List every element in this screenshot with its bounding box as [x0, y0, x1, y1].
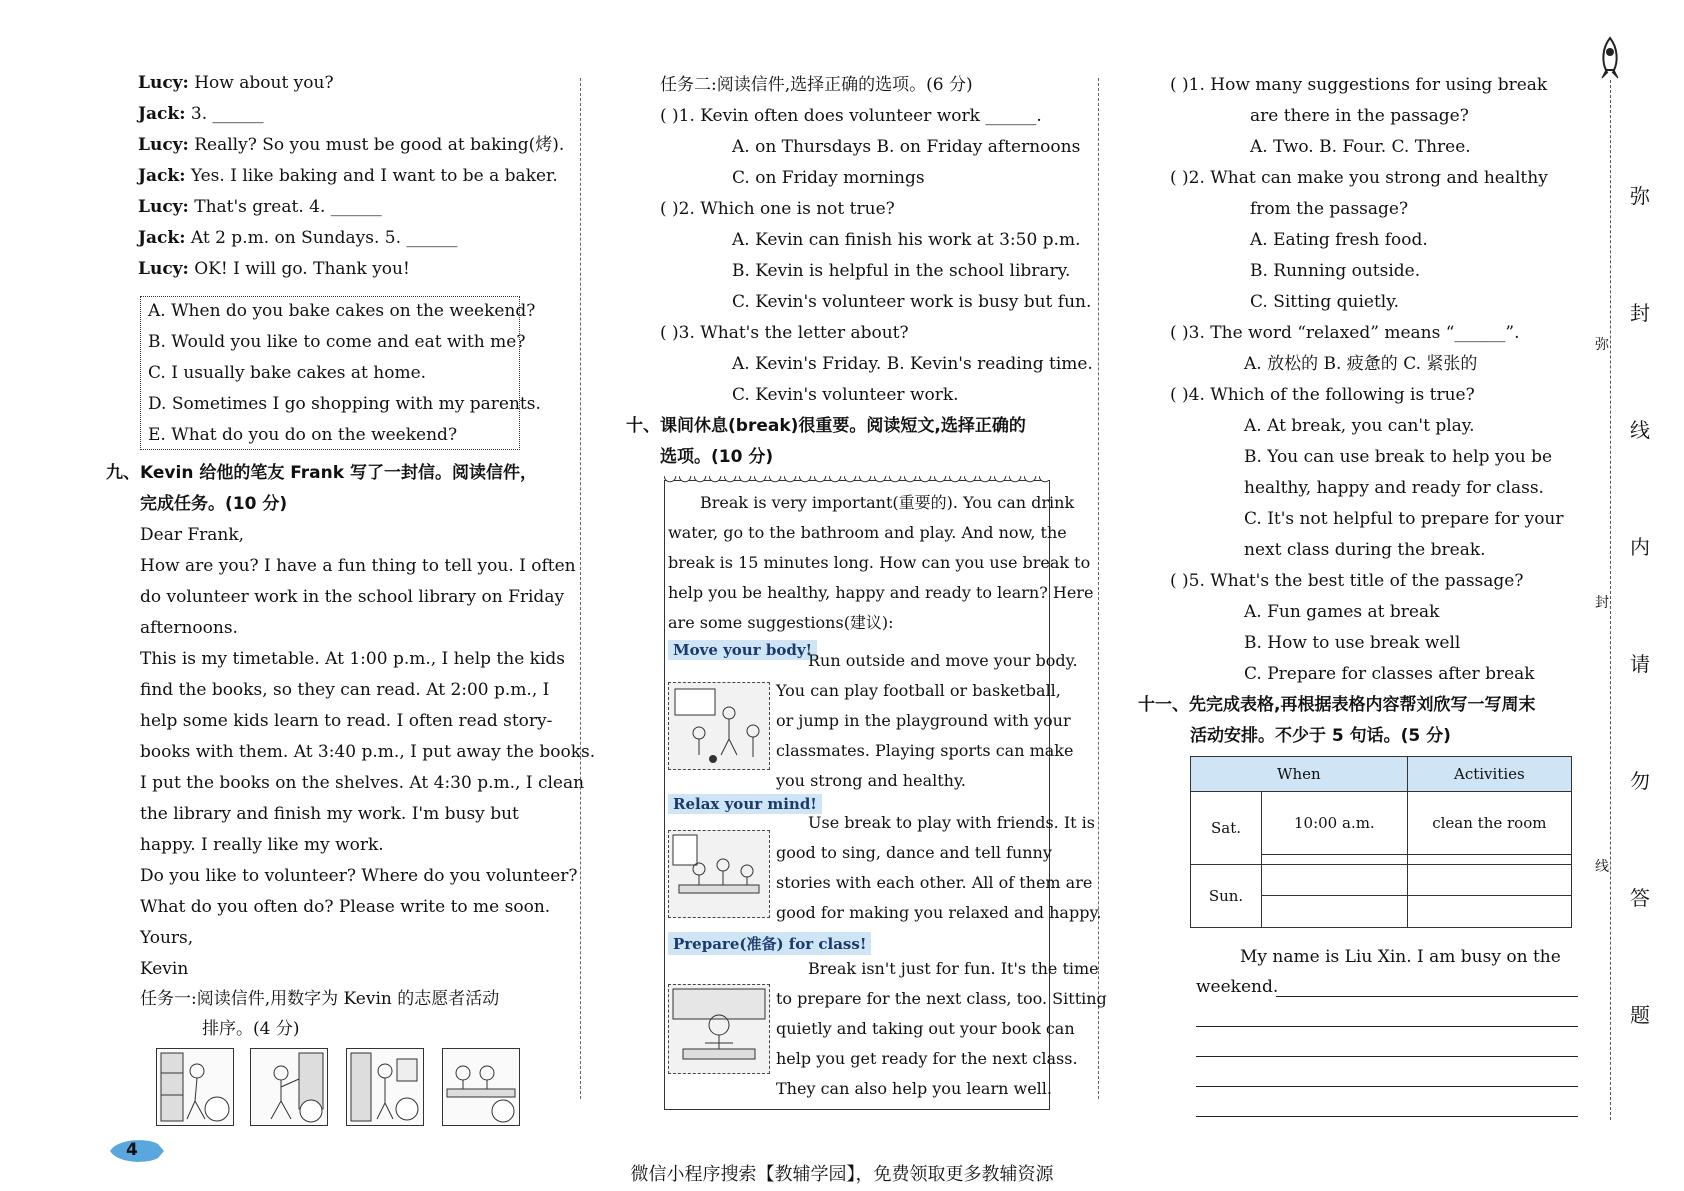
time-cell: 10:00 a.m.	[1262, 792, 1408, 855]
dialog-line: Lucy: Really? So you must be good at baking(烤).	[138, 135, 565, 155]
option: B. Would you like to come and eat with me?	[148, 332, 526, 352]
question-stem: ( )2. Which one is not true?	[660, 199, 895, 219]
seal-char: 内	[1630, 535, 1650, 559]
seal-char: 请	[1630, 652, 1650, 676]
dialog-line: Jack: At 2 p.m. on Sundays. 5. ______	[138, 228, 458, 248]
tag-prepare-class: Prepare(准备) for class!	[668, 932, 871, 955]
letter-line: Kevin	[140, 959, 189, 979]
option: E. What do you do on the weekend?	[148, 425, 458, 445]
writing-line[interactable]	[1196, 1056, 1578, 1057]
day-saturday: Sat.	[1191, 792, 1262, 865]
writing-prompt: My name is Liu Xin. I am busy on the	[1240, 947, 1561, 967]
writing-prompt-cont: weekend.	[1196, 977, 1279, 997]
column-divider	[1098, 78, 1099, 1099]
passage-line: They can also help you learn well.	[776, 1079, 1052, 1098]
question-option: C. Kevin's volunteer work.	[732, 385, 959, 405]
seal-small-char: 弥	[1595, 334, 1609, 354]
column-divider	[580, 78, 581, 1099]
letter-line: happy. I really like my work.	[140, 835, 384, 855]
playground-picture	[668, 682, 770, 770]
option: A. When do you bake cakes on the weekend?	[148, 301, 536, 321]
question-stem-cont: from the passage?	[1250, 199, 1409, 219]
letter-line: Do you like to volunteer? Where do you volunteer?	[140, 866, 578, 886]
footer-text: 微信小程序搜索【教辅学园】，免费领取更多教辅资源	[630, 1164, 1054, 1185]
passage-line: or jump in the playground with your	[776, 711, 1071, 730]
letter-line: the library and finish my work. I'm busy but	[140, 804, 519, 824]
passage-line: you strong and healthy.	[776, 771, 966, 790]
option: C. I usually bake cakes at home.	[148, 363, 427, 383]
question-option: A. on Thursdays B. on Friday afternoons	[732, 137, 1081, 157]
letter-line: What do you often do? Please write to me soon.	[140, 897, 551, 917]
passage-line: are some suggestions(建议):	[668, 613, 894, 632]
passage-line: Break is very important(重要的). You can drink	[700, 493, 1075, 512]
writing-line[interactable]	[1196, 1026, 1578, 1027]
task-2-title: 任务二:阅读信件,选择正确的选项。(6 分)	[660, 75, 973, 95]
activity-cell-blank[interactable]	[1407, 896, 1571, 928]
task-1-title-cont: 排序。(4 分)	[202, 1019, 300, 1039]
question-stem: ( )5. What's the best title of the passage?	[1170, 571, 1524, 591]
section-11-title-cont: 活动安排。不少于 5 句话。(5 分)	[1190, 726, 1451, 746]
question-option: C. Sitting quietly.	[1250, 292, 1399, 312]
classroom-friends-picture	[668, 830, 770, 918]
writing-line[interactable]	[1196, 1086, 1578, 1087]
passage-line: to prepare for the next class, too. Sitting	[776, 989, 1107, 1008]
question-option: A. Kevin can finish his work at 3:50 p.m.	[732, 230, 1081, 250]
question-option: A. At break, you can't play.	[1244, 416, 1475, 436]
activity-picture-2	[250, 1048, 328, 1126]
activity-picture-3	[346, 1048, 424, 1126]
dialog-line: Lucy: OK! I will go. Thank you!	[138, 259, 410, 279]
student-desk-picture	[668, 984, 770, 1074]
passage-line: classmates. Playing sports can make	[776, 741, 1074, 760]
time-cell-blank[interactable]	[1262, 855, 1408, 864]
passage-line: help you be healthy, happy and ready to learn? Here	[668, 583, 1094, 602]
seal-char: 线	[1630, 418, 1650, 442]
dialog-line: Jack: 3. ______	[138, 104, 264, 124]
letter-line: This is my timetable. At 1:00 p.m., I help the kids	[140, 649, 565, 669]
section-11-title: 十一、先完成表格,再根据表格内容帮刘欣写一写周末	[1138, 695, 1536, 715]
weekend-activity-table	[1190, 756, 1572, 928]
dialog-line: Lucy: How about you?	[138, 73, 334, 93]
question-option: healthy, happy and ready for class.	[1244, 478, 1544, 498]
passage-line: help you get ready for the next class.	[776, 1049, 1078, 1068]
question-option: B. How to use break well	[1244, 633, 1461, 653]
letter-line: books with them. At 3:40 p.m., I put away the books.	[140, 742, 596, 762]
option: D. Sometimes I go shopping with my parents.	[148, 394, 541, 414]
activity-picture-1	[156, 1048, 234, 1126]
seal-char: 弥	[1630, 184, 1650, 208]
section-10-title-cont: 选项。(10 分)	[660, 447, 774, 467]
question-option: B. Running outside.	[1250, 261, 1421, 281]
dialog-line: Jack: Yes. I like baking and I want to be a baker.	[138, 166, 558, 186]
question-option: A. Fun games at break	[1244, 602, 1440, 622]
question-option: C. on Friday mornings	[732, 168, 925, 188]
letter-line: help some kids learn to read. I often read story-	[140, 711, 553, 731]
header-when: When	[1191, 757, 1408, 792]
passage-line: stories with each other. All of them are	[776, 873, 1093, 892]
passage-line: break is 15 minutes long. How can you use break to	[668, 553, 1091, 572]
time-cell-blank[interactable]	[1262, 864, 1408, 896]
question-stem: ( )2. What can make you strong and healthy	[1170, 168, 1548, 188]
question-stem: ( )1. How many suggestions for using break	[1170, 75, 1548, 95]
writing-line[interactable]	[1276, 996, 1578, 997]
question-option: A. Kevin's Friday. B. Kevin's reading time.	[732, 354, 1093, 374]
question-option: B. You can use break to help you be	[1244, 447, 1553, 467]
passage-line: Use break to play with friends. It is	[808, 813, 1095, 832]
question-stem-cont: are there in the passage?	[1250, 106, 1469, 126]
question-option: next class during the break.	[1244, 540, 1486, 560]
passage-line: You can play football or basketball,	[776, 681, 1061, 700]
activity-picture-4	[442, 1048, 520, 1126]
letter-line: Yours,	[140, 928, 194, 948]
tag-relax-mind: Relax your mind!	[668, 794, 822, 814]
seal-char: 答	[1630, 886, 1650, 910]
activity-cell-blank[interactable]	[1407, 855, 1571, 864]
section-9-title-cont: 完成任务。(10 分)	[140, 494, 288, 514]
seal-char: 封	[1630, 301, 1650, 325]
question-stem: ( )3. The word “relaxed” means “______”.	[1170, 323, 1520, 343]
seal-char: 题	[1630, 1003, 1650, 1027]
passage-line: Break isn't just for fun. It's the time	[808, 959, 1099, 978]
letter-line: How are you? I have a fun thing to tell you. I often	[140, 556, 576, 576]
letter-line: I put the books on the shelves. At 4:30 p.m., I clean	[140, 773, 585, 793]
tag-move-body: Move your body!	[668, 640, 817, 660]
rocket-icon	[1596, 36, 1624, 80]
passage-box-scallop	[664, 476, 1048, 488]
day-sunday: Sun.	[1191, 864, 1262, 927]
time-cell-blank[interactable]	[1262, 896, 1408, 928]
question-option: A. Eating fresh food.	[1250, 230, 1428, 250]
seal-small-char: 封	[1595, 592, 1609, 612]
writing-line[interactable]	[1196, 1116, 1578, 1117]
task-1-title: 任务一:阅读信件,用数字为 Kevin 的志愿者活动	[140, 989, 500, 1009]
letter-line: find the books, so they can read. At 2:00 p.m., I	[140, 680, 550, 700]
section-10-title: 十、课间休息(break)很重要。阅读短文,选择正确的	[626, 416, 1026, 436]
question-option: C. It's not helpful to prepare for your	[1244, 509, 1564, 529]
question-option: A. Two. B. Four. C. Three.	[1250, 137, 1471, 157]
section-9-title: 九、Kevin 给他的笔友 Frank 写了一封信。阅读信件，	[106, 463, 537, 483]
passage-line: quietly and taking out your book can	[776, 1019, 1075, 1038]
question-stem: ( )4. Which of the following is true?	[1170, 385, 1475, 405]
activity-cell: clean the room	[1407, 792, 1571, 855]
question-stem: ( )1. Kevin often does volunteer work ______.	[660, 106, 1042, 126]
letter-line: afternoons.	[140, 618, 238, 638]
activity-cell-blank[interactable]	[1407, 864, 1571, 896]
seal-line	[1610, 80, 1611, 1120]
letter-line: do volunteer work in the school library on Friday	[140, 587, 565, 607]
question-option: C. Prepare for classes after break	[1244, 664, 1535, 684]
header-activities: Activities	[1407, 757, 1571, 792]
question-option: A. 放松的 B. 疲惫的 C. 紧张的	[1244, 354, 1478, 374]
question-option: B. Kevin is helpful in the school library.	[732, 261, 1071, 281]
question-option: C. Kevin's volunteer work is busy but fun.	[732, 292, 1092, 312]
page-number: 4	[126, 1140, 138, 1160]
question-stem: ( )3. What's the letter about?	[660, 323, 909, 343]
letter-line: Dear Frank,	[140, 525, 245, 545]
passage-line: good to sing, dance and tell funny	[776, 843, 1052, 862]
passage-line: good for making you relaxed and happy.	[776, 903, 1102, 922]
dialog-line: Lucy: That's great. 4. ______	[138, 197, 382, 217]
seal-char: 勿	[1630, 769, 1650, 793]
passage-line: water, go to the bathroom and play. And now, the	[668, 523, 1067, 542]
seal-small-char: 线	[1595, 856, 1609, 876]
passage-line: Run outside and move your body.	[808, 651, 1078, 670]
